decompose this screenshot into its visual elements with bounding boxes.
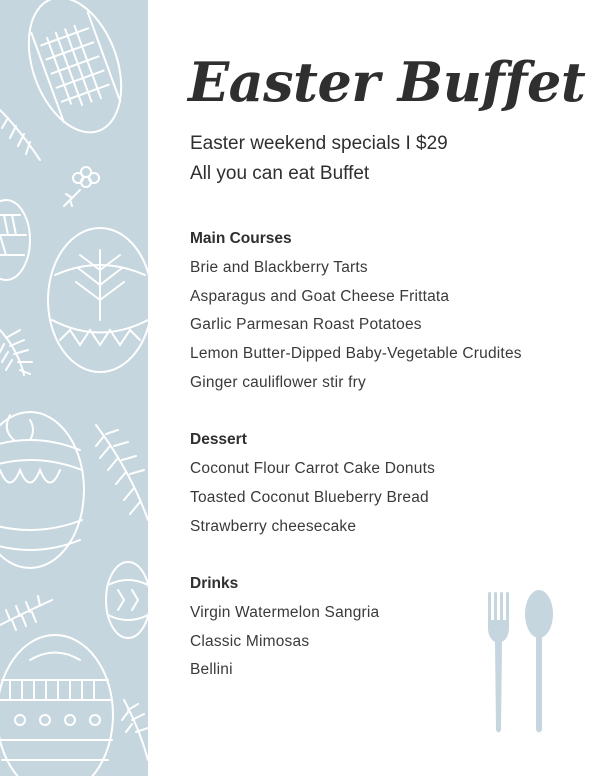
fern-icon <box>122 700 148 760</box>
leaf-icon <box>0 596 52 630</box>
section-heading-dessert: Dessert <box>190 431 247 448</box>
menu-item: Garlic Parmesan Roast Potatoes <box>190 316 422 333</box>
menu-item: Lemon Butter-Dipped Baby-Vegetable Crudites <box>190 345 522 362</box>
fork-icon <box>488 592 509 733</box>
leaf-icon <box>0 110 40 160</box>
decorative-side-panel <box>0 0 148 776</box>
easter-egg-pattern <box>0 0 148 776</box>
menu-item: Strawberry cheesecake <box>190 518 357 535</box>
menu-subtitle-buffet: All you can eat Buffet <box>190 163 370 184</box>
easter-egg-icon <box>0 412 84 568</box>
menu-item: Bellini <box>190 661 233 678</box>
menu-item: Asparagus and Goat Cheese Frittata <box>190 288 450 305</box>
menu-item: Ginger cauliflower stir fry <box>190 374 366 391</box>
section-heading-main-courses: Main Courses <box>190 230 292 247</box>
easter-egg-icon <box>106 562 148 638</box>
menu-item: Virgin Watermelon Sangria <box>190 604 380 621</box>
menu-title: Easter Buffet <box>188 50 586 114</box>
spoon-icon <box>525 590 553 733</box>
menu-subtitle-price: Easter weekend specials I $29 <box>190 133 448 154</box>
menu-item: Classic Mimosas <box>190 633 310 650</box>
fern-icon <box>0 330 32 375</box>
easter-egg-icon <box>48 228 148 372</box>
menu-item: Toasted Coconut Blueberry Bread <box>190 489 429 506</box>
easter-egg-icon <box>0 635 113 776</box>
section-heading-drinks: Drinks <box>190 575 239 592</box>
easter-egg-icon <box>12 0 139 145</box>
easter-egg-icon <box>0 200 30 280</box>
flower-icon <box>64 167 99 206</box>
fern-icon <box>96 425 148 520</box>
menu-item: Brie and Blackberry Tarts <box>190 259 368 276</box>
cutlery-illustration <box>484 590 560 738</box>
menu-item: Coconut Flour Carrot Cake Donuts <box>190 460 436 477</box>
